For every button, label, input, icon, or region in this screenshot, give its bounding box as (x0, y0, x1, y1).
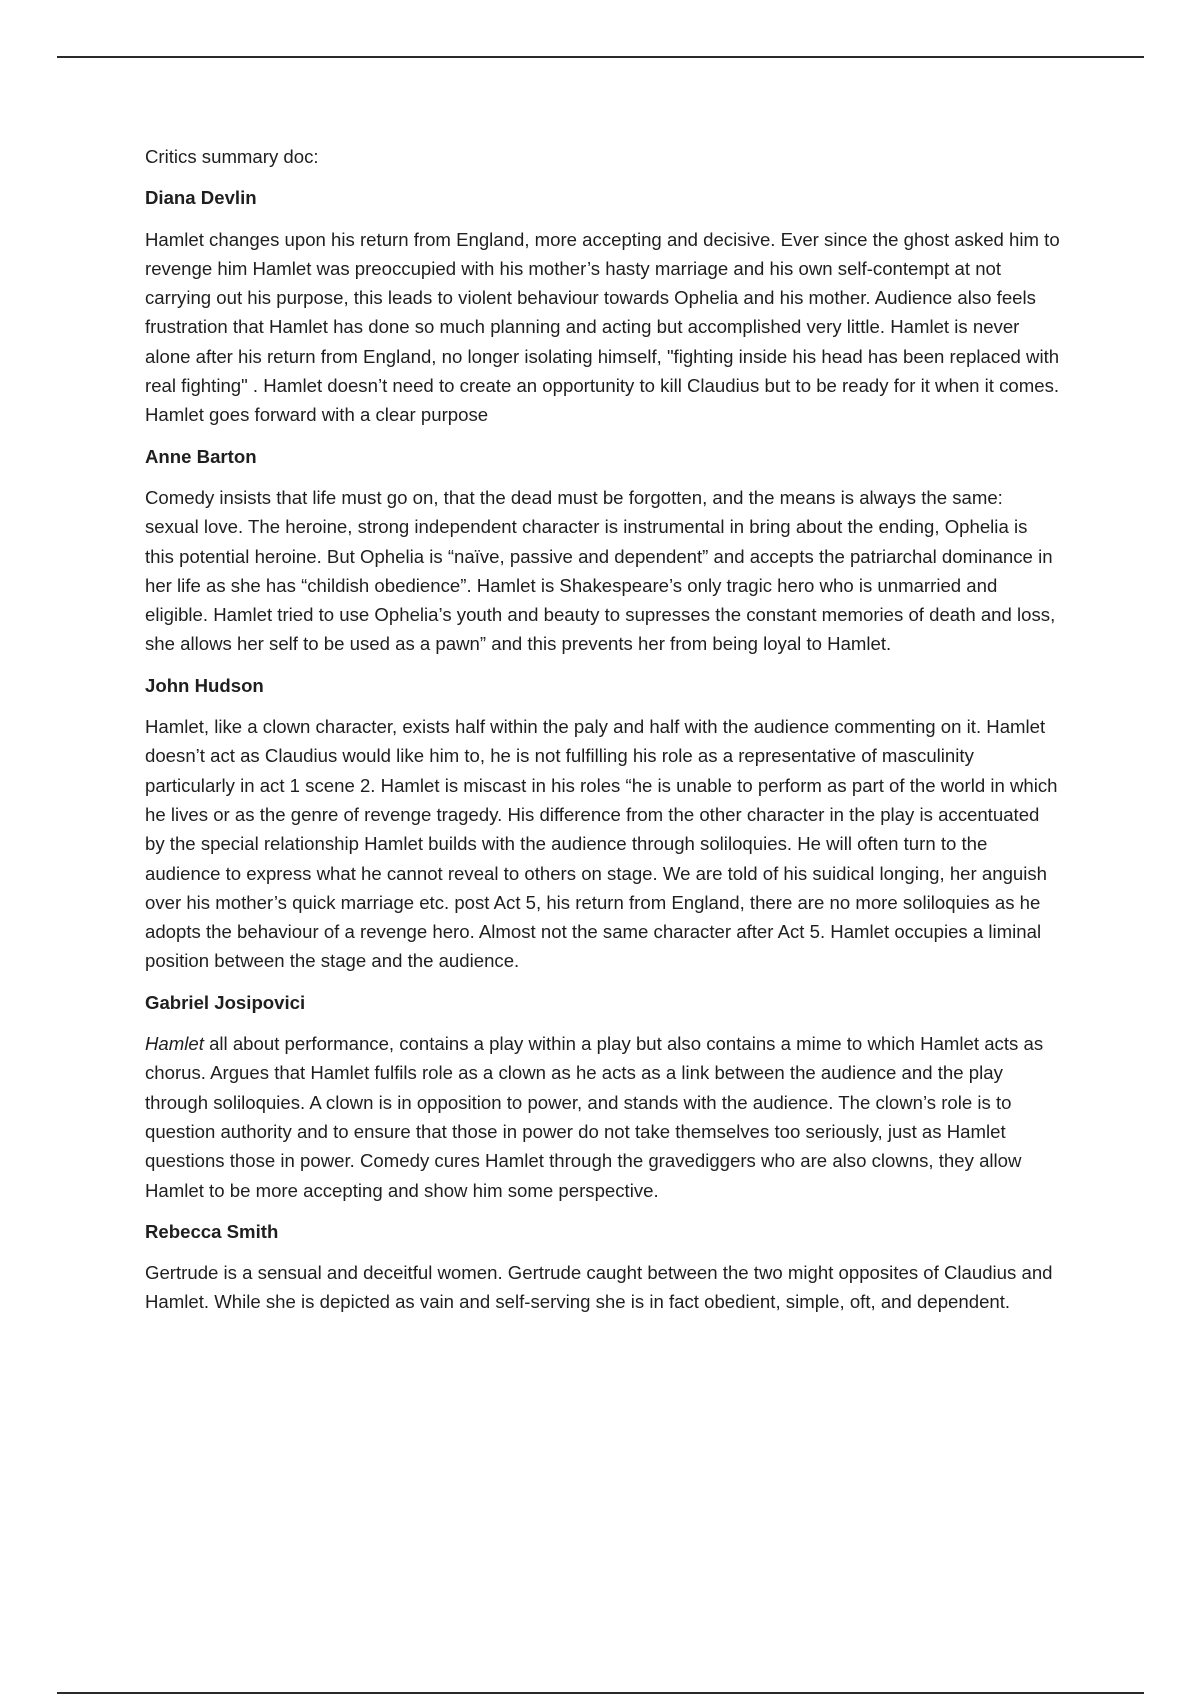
critic-name: Gabriel Josipovici (145, 991, 306, 1013)
header-rule (57, 56, 1144, 58)
critic-section-josipovici (145, 988, 1060, 1205)
critic-summary (145, 1029, 1060, 1205)
critic-summary: Comedy insists that life must go on, that the dead must be forgotten, and the means is always the same: sexual love. The heroine, strong independent character is instrumental in bring about the ending, Ophelia is this potential heroine. But Ophelia is “naïve, passive and dependent” and accepts the patriarchal dominance in her life as she has “childish obedience”. Hamlet is Shakespeare’s only tragic hero who is unmarried and eligible. Hamlet tried to use Ophelia’s youth and beauty to supresses the constant memories of death and loss, she allows her self to be used as a pawn” and this prevents her from being loyal to Hamlet. (145, 486, 1056, 655)
critic-name: Rebecca Smith (145, 1220, 279, 1242)
critic-summary: Hamlet changes upon his return from England, more accepting and decisive. Ever since the ghost asked him to revenge him Hamlet was preoccupied with his mother’s hasty marriage and his own self-contempt at not carrying out his purpose, this leads to violent behaviour towards Ophelia and his mother. Audience also feels frustration that Hamlet has done so much planning and acting but accomplished very little. Hamlet is never alone after his return from England, no longer isolating himself, "fighting inside his head has been replaced with real fighting" . Hamlet doesn’t need to create an opportunity to kill Claudius but to be ready for it when it comes. Hamlet goes forward with a clear purpose (145, 228, 1060, 426)
critic-summary: Gertrude is a sensual and deceitful women. Gertrude caught between the two might opposites of Claudius and Hamlet. While she is depicted as vain and self-serving she is in fact obedient, simple, oft, and dependent. (145, 1262, 1053, 1313)
critic-section-smith (145, 1217, 1060, 1317)
document-body (145, 142, 1060, 1329)
critic-name: Anne Barton (145, 445, 257, 467)
play-title-italic: Hamlet (145, 1033, 204, 1055)
critic-section-barton (145, 442, 1060, 659)
critic-name: Diana Devlin (145, 187, 257, 209)
critic-summary-text: all about performance, contains a play within a play but also contains a mime to which Hamlet acts as chorus. Argues that Hamlet fulfils role as a clown as he acts as a link between the audience and the play through soliloquies. A clown is in opposition to power, and stands with the audience. The clown’s role is to question authority and to ensure that those in power do not take themselves too seriously, just as Hamlet questions those in power. Comedy cures Hamlet through the gravediggers who are also clowns, they allow Hamlet to be more accepting and show him some perspective. (145, 1033, 1044, 1201)
critic-summary: Hamlet, like a clown character, exists half within the paly and half with the audience commenting on it. Hamlet doesn’t act as Claudius would like him to, he is not fulfilling his role as a representative of masculinity particularly in act 1 scene 2. Hamlet is miscast in his roles “he is unable to perform as part of the world in which he lives or as the genre of revenge tragedy. His difference from the other character in the play is accentuated by the special relationship Hamlet builds with the audience through soliloquies. He will often turn to the audience to express what he cannot reveal to others on stage. We are told of his suidical longing, her anguish over his mother’s quick marriage etc. post Act 5, his return from England, there are no more soliloquies as he adopts the behaviour of a revenge hero. Almost not the same character after Act 5. Hamlet occupies a liminal position between the stage and the audience. (145, 716, 1058, 972)
document-title: Critics summary doc: (145, 146, 319, 167)
critic-section-hudson (145, 671, 1060, 976)
footer-rule (57, 1692, 1144, 1694)
critic-name: John Hudson (145, 674, 264, 696)
critic-section-devlin (145, 183, 1060, 429)
